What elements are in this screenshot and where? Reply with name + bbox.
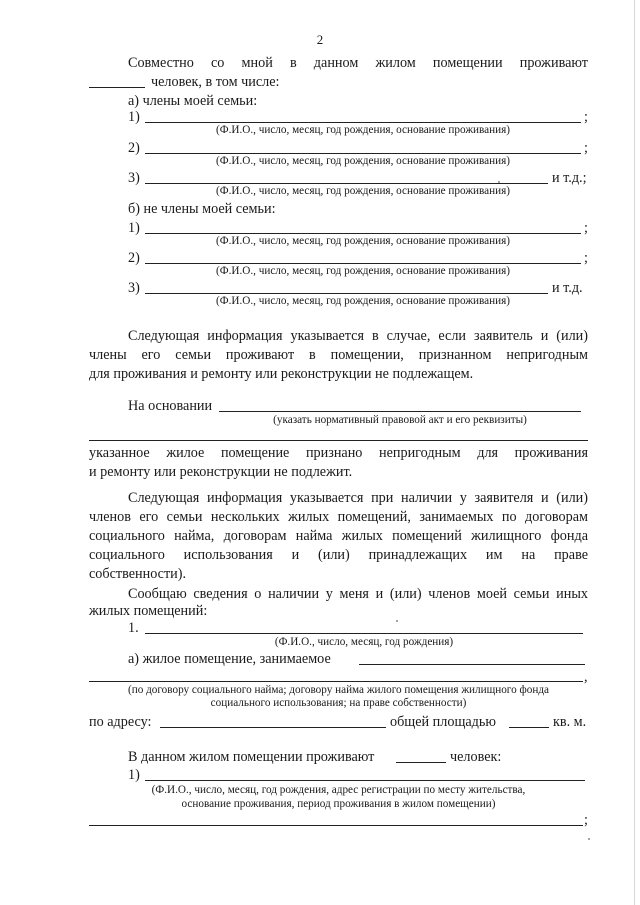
family-item-3-caption: (Ф.И.О., число, месяц, год рождения, основание проживания) (216, 185, 510, 197)
family-item-1-caption: (Ф.И.О., число, месяц, год рождения, основание проживания) (216, 124, 510, 136)
residents-item-num: 1) (128, 767, 140, 783)
occupied-end: , (584, 669, 588, 685)
nonfamily-item-1-num: 1) (128, 220, 140, 236)
nonfamily-item-2-caption: (Ф.И.О., число, месяц, год рождения, основание проживания) (216, 265, 510, 277)
intro-line-2: человек, в том числе: (151, 74, 280, 90)
other-housing-person-field[interactable] (145, 633, 583, 634)
other-housing-line-2: жилых помещений: (89, 603, 208, 619)
nonfamily-item-1-caption: (Ф.И.О., число, месяц, год рождения, основание проживания) (216, 235, 510, 247)
occupied-basis-field[interactable] (359, 664, 585, 665)
basis-label: На основании (128, 398, 213, 414)
nonfamily-item-3-end: и т.д. (552, 280, 583, 296)
residents-prefix: В данном жилом помещении проживают (128, 749, 375, 765)
area-label: общей площадью (390, 714, 496, 730)
family-item-3-end: и т.д.; (552, 170, 587, 186)
multiple-info-line-2: членов его семьи нескольких жилых помещений, занимаемых по договорам (89, 509, 588, 525)
other-housing-item-caption: (Ф.И.О., число, месяц, год рождения) (274, 636, 454, 648)
scan-edge (634, 0, 635, 905)
family-item-1-end: ; (584, 109, 588, 125)
intro-line-1: Совместно со мной в данном жилом помещении проживают (128, 55, 588, 71)
nonfamily-item-3-field[interactable] (145, 293, 548, 294)
residents-item-field-continued[interactable] (89, 825, 583, 826)
page-number: 2 (316, 32, 324, 47)
residents-suffix: человек: (450, 749, 502, 765)
nonfamily-item-3-caption: (Ф.И.О., число, месяц, год рождения, основание проживания) (216, 295, 510, 307)
other-housing-line-1: Сообщаю сведения о наличии у меня и (или) членов моей семьи иных (128, 586, 588, 602)
scan-speck (588, 838, 590, 840)
unfit-info-line-3: для проживания и ремонту или реконструкции не подлежащем. (89, 366, 474, 382)
residents-number-field[interactable] (396, 762, 446, 763)
family-item-2-num: 2) (128, 140, 140, 156)
nonfamily-item-3-num: 3) (128, 280, 140, 296)
residents-item-field[interactable] (145, 780, 585, 781)
nonfamily-item-2-field[interactable] (145, 263, 581, 264)
area-field[interactable] (509, 727, 549, 728)
scan-speck (396, 620, 398, 622)
basis-line-1: указанное жилое помещение признано непригодным для проживания (89, 445, 588, 461)
nonfamily-heading: б) не члены моей семьи: (128, 201, 276, 217)
basis-line-2: и ремонту или реконструкции не подлежит. (89, 464, 353, 480)
nonfamily-item-2-end: ; (584, 250, 588, 266)
unfit-info-line-1: Следующая информация указывается в случае, если заявитель и (или) (128, 328, 588, 344)
residents-caption-2: основание проживания, период проживания в жилом помещении) (181, 798, 496, 810)
multiple-info-line-5: собственности). (89, 566, 187, 582)
area-unit: кв. м. (553, 714, 587, 730)
family-item-1-field[interactable] (145, 122, 581, 123)
residents-end: ; (584, 812, 588, 828)
multiple-info-line-4: социального использования и (или) принадлежащих им на праве (89, 547, 588, 563)
occupied-caption-1: (по договору социального найма; договору найма жилого помещения жилищного фонда (127, 684, 549, 696)
basis-act-field[interactable] (219, 411, 581, 412)
family-item-1-num: 1) (128, 109, 140, 125)
address-label: по адресу: (89, 714, 152, 730)
family-heading: а) члены моей семьи: (128, 93, 258, 109)
family-item-2-field[interactable] (145, 153, 581, 154)
nonfamily-item-1-field[interactable] (145, 233, 581, 234)
nonfamily-item-2-num: 2) (128, 250, 140, 266)
family-item-3-num: 3) (128, 170, 140, 186)
family-item-2-end: ; (584, 140, 588, 156)
residents-caption-1: (Ф.И.О., число, месяц, год рождения, адрес регистрации по месту жительства, (151, 784, 526, 796)
occupied-label: а) жилое помещение, занимаемое (128, 651, 331, 667)
family-item-3-field[interactable] (145, 183, 548, 184)
occupied-caption-2: социального использования; на праве собственности) (210, 697, 467, 709)
multiple-info-line-3: социального найма, договорам найма жилых помещений жилищного фонда (89, 528, 588, 544)
basis-act-field-continued[interactable] (89, 440, 588, 441)
nonfamily-item-1-end: ; (584, 220, 588, 236)
multiple-info-line-1: Следующая информация указывается при наличии у заявителя и (или) (128, 490, 588, 506)
basis-caption: (указать нормативный правовой акт и его реквизиты) (273, 414, 527, 426)
family-item-2-caption: (Ф.И.О., число, месяц, год рождения, основание проживания) (216, 155, 510, 167)
address-field[interactable] (160, 727, 386, 728)
occupied-basis-field-continued[interactable] (89, 681, 583, 682)
other-housing-item-num: 1. (128, 620, 139, 636)
unfit-info-line-2: члены его семьи проживают в помещении, признанном непригодным (89, 347, 588, 363)
residents-count-field[interactable] (89, 87, 145, 88)
